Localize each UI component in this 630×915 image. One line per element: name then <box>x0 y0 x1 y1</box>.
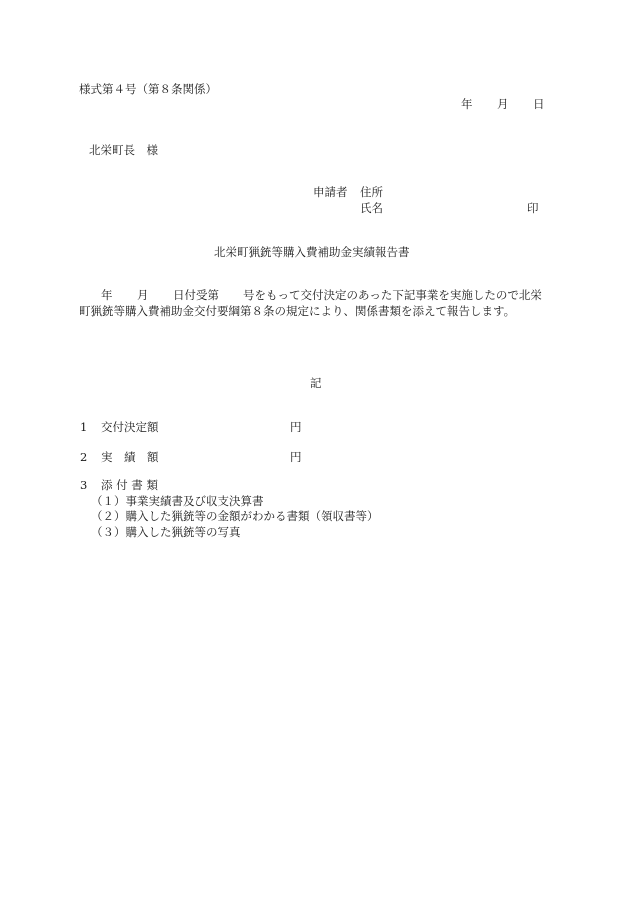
item-3-number: 3 <box>80 478 88 492</box>
body-line2: 町猟銃等購入費補助金交付要綱第８条の規定により、関係書類を添えて報告します。 <box>79 304 516 318</box>
body-month-label: 月 <box>137 288 149 302</box>
date-day-label: 日 <box>533 97 545 111</box>
document-title: 北栄町猟銃等購入費補助金実績報告書 <box>214 245 410 259</box>
item-2-number: 2 <box>80 450 88 464</box>
attachment-3: （３）購入した猟銃等の写真 <box>91 525 241 539</box>
address-label: 住所 <box>360 185 383 199</box>
attachment-2: （２）購入した猟銃等の金額がわかる書類（領収書等） <box>91 509 379 523</box>
item-1-label: 交付決定額 <box>101 420 159 434</box>
applicant-label: 申請者 <box>313 185 348 199</box>
addressee: 北栄町長 様 <box>89 143 158 157</box>
body-year-label: 年 <box>101 288 113 302</box>
date-month-label: 月 <box>497 97 509 111</box>
form-number: 様式第４号（第８条関係） <box>79 82 217 96</box>
item-1-unit: 円 <box>290 420 302 434</box>
item-2-unit: 円 <box>290 450 302 464</box>
item-2-label: 実 績 額 <box>101 450 159 464</box>
ki-heading: 記 <box>310 376 322 390</box>
body-line1-rest: 号をもって交付決定のあった下記事業を実施したので北栄 <box>243 288 542 302</box>
item-3-label: 添 付 書 類 <box>101 478 158 492</box>
name-label: 氏名 <box>360 201 383 215</box>
attachment-1: （１）事業実績書及び収支決算書 <box>91 494 264 508</box>
seal-mark: 印 <box>527 201 539 215</box>
item-1-number: 1 <box>80 420 88 434</box>
body-day-receipt-label: 日付受第 <box>173 288 219 302</box>
date-year-label: 年 <box>461 97 473 111</box>
